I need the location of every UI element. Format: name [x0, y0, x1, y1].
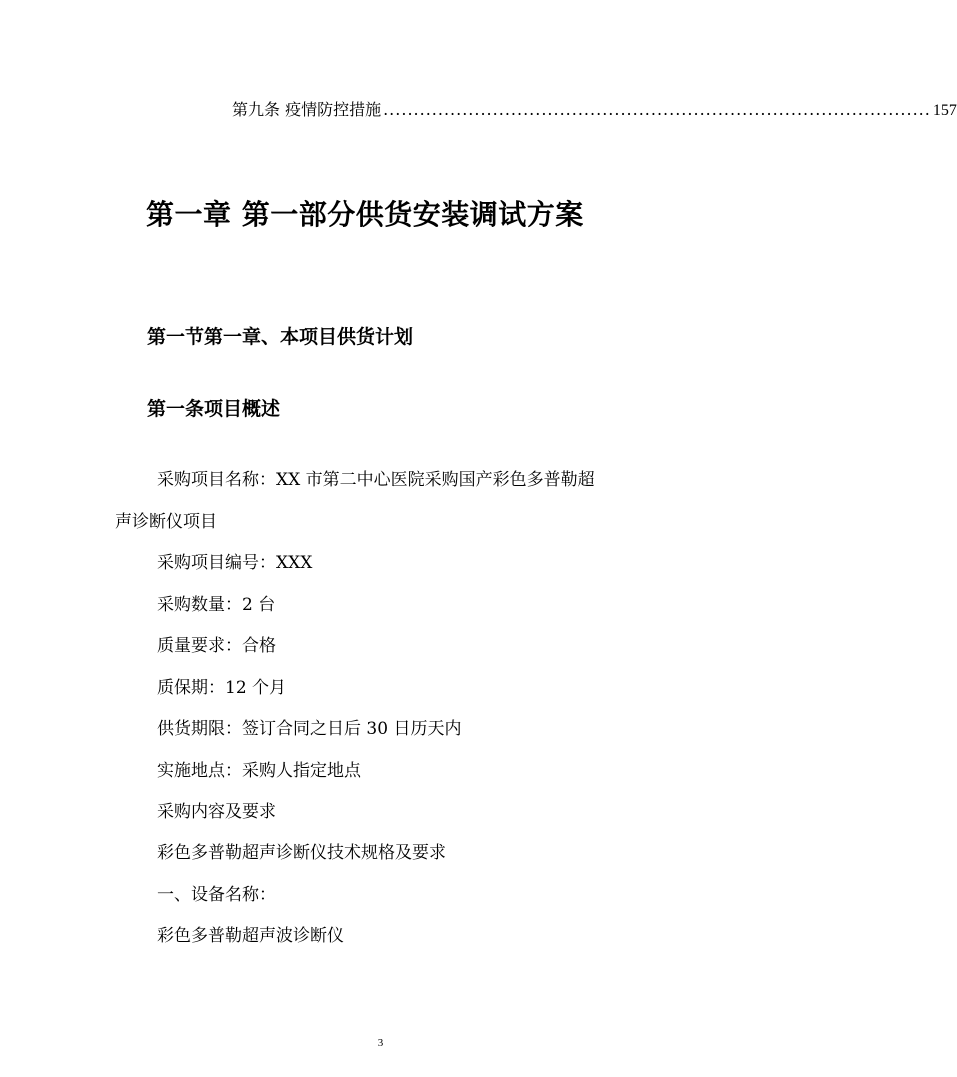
- toc-page-number: 157: [932, 102, 957, 119]
- paragraph-device-name: 彩色多普勒超声波诊断仪: [157, 926, 344, 946]
- paragraph-spec: 彩色多普勒超声诊断仪技术规格及要求: [157, 843, 446, 863]
- paragraph-quantity: 采购数量：2 台: [157, 595, 276, 615]
- chapter-title: 第一章 第一部分供货安装调试方案: [146, 198, 584, 231]
- page-number: 3: [377, 1037, 384, 1049]
- toc-entry[interactable]: [232, 97, 957, 123]
- paragraph-project-name-line1: 采购项目名称：XX 市第二中心医院采购国产彩色多普勒超: [157, 470, 595, 490]
- paragraph-warranty: 质保期：12 个月: [157, 678, 287, 698]
- paragraph-delivery: 供货期限：签订合同之日后 30 日历天内: [157, 719, 462, 739]
- paragraph-content: 采购内容及要求: [157, 802, 276, 822]
- toc-leader-dots: ..........................................................................................: [383, 100, 931, 119]
- paragraph-device-name-label: 一、设备名称：: [157, 885, 276, 905]
- toc-entry-label: 第九条 疫情防控措施: [232, 100, 382, 119]
- paragraph-project-number: 采购项目编号：XXX: [157, 553, 313, 573]
- paragraph-quality: 质量要求：合格: [157, 636, 276, 656]
- article-title: 第一条项目概述: [147, 398, 281, 420]
- section-title: 第一节第一章、本项目供货计划: [147, 326, 414, 348]
- paragraph-project-name-line2: 声诊断仪项目: [115, 512, 217, 532]
- paragraph-location: 实施地点：采购人指定地点: [157, 761, 361, 781]
